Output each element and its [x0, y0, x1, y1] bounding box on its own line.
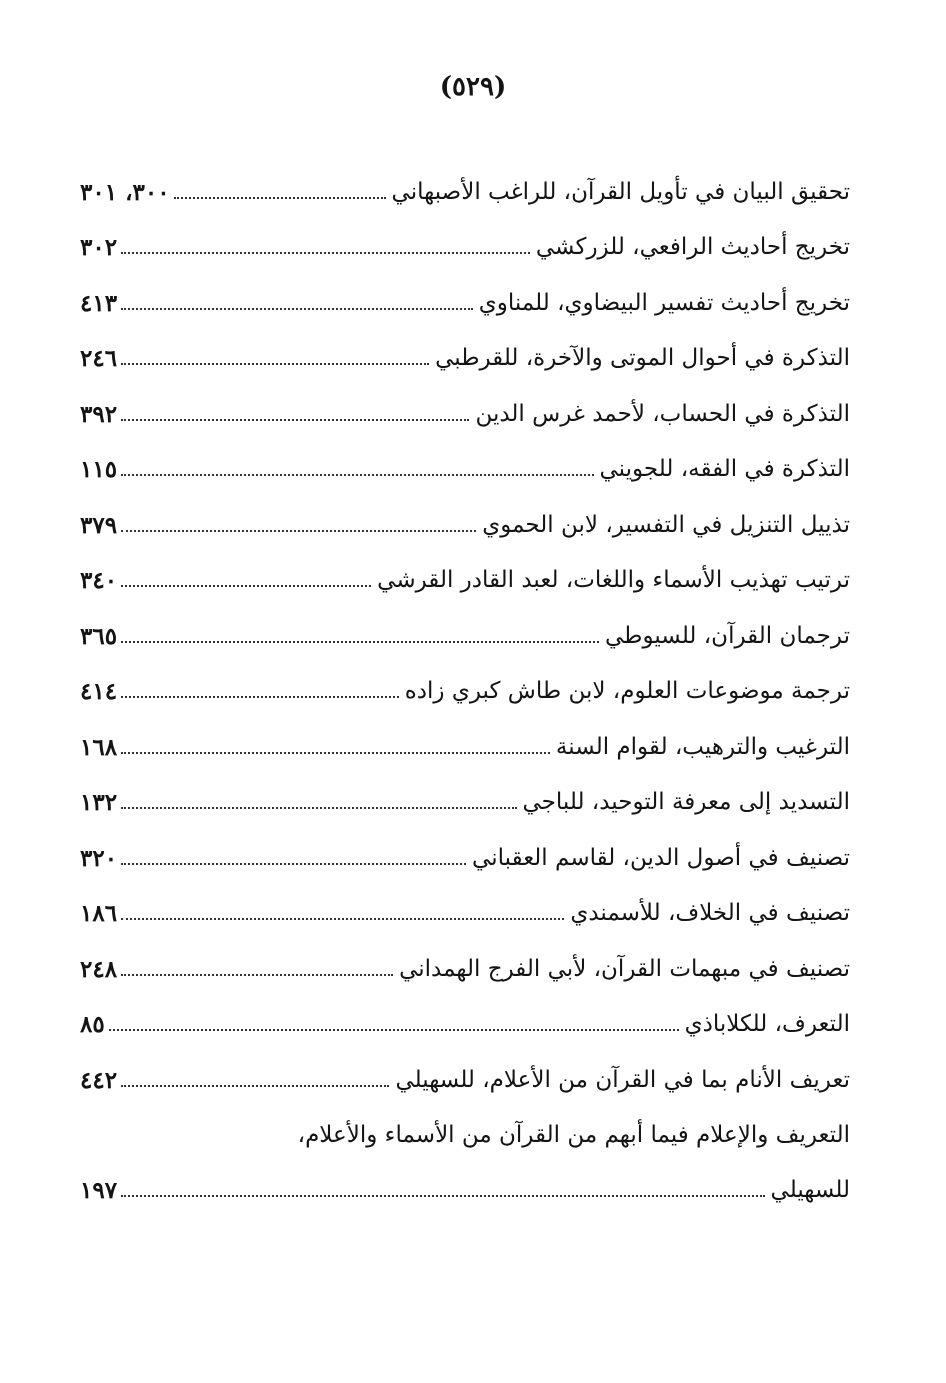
- index-entry: [80, 315, 850, 371]
- entry-pages: ٣٤٠: [80, 567, 118, 594]
- dot-leader: [121, 1085, 389, 1087]
- entry-title: التذكرة في الحساب، لأحمد غرس الدين: [475, 400, 850, 427]
- dot-leader: [121, 363, 429, 365]
- entry-title: التذكرة في أحوال الموتى والآخرة، للقرطبي: [435, 345, 850, 371]
- entry-pages: ٢٤٦: [80, 345, 118, 372]
- entry-title: التعرف، للكلاباذي: [684, 1011, 850, 1037]
- entry-title: التعريف والإعلام فيما أبهم من القرآن من الأسماء والأعلام،: [297, 1121, 850, 1148]
- entry-pages: ٤١٤: [80, 678, 118, 705]
- entry-title: تخريج أحاديث تفسير البيضاوي، للمناوي: [478, 289, 850, 316]
- entry-title: تعريف الأنام بما في القرآن من الأعلام، للسهيلي: [395, 1066, 850, 1093]
- entry-pages: ٤٤٢: [80, 1066, 118, 1094]
- entry-pages: ١٣٢: [80, 789, 118, 816]
- entry-title: تحقيق البيان في تأويل القرآن، للراغب الأصبهاني: [391, 178, 850, 205]
- entry-title: تذييل التنزيل في التفسير، لابن الحموي: [482, 511, 850, 538]
- entry-title: تخريج أحاديث الرافعي، للزركشي: [535, 234, 850, 260]
- index-entry: [80, 925, 850, 981]
- entry-pages: ١٩٧: [80, 1177, 118, 1204]
- entry-pages: ٢٤٨: [80, 955, 118, 983]
- entry-title: ترجمان القرآن، للسيوطي: [605, 622, 850, 649]
- dot-leader: [121, 308, 473, 310]
- dot-leader: [121, 585, 371, 587]
- entry-title: تصنيف في أصول الدين، لقاسم العقباني: [472, 844, 850, 871]
- index-entry: [80, 592, 850, 648]
- dot-leader: [121, 474, 593, 476]
- index-entry: [80, 204, 850, 260]
- entry-pages: ٣٧٩: [80, 511, 118, 539]
- entry-pages: ٣٦٥: [80, 622, 118, 650]
- page-number: (٥٢٩): [439, 72, 507, 102]
- dot-leader: [121, 974, 393, 976]
- index-entry: [80, 426, 850, 482]
- index-entry: [80, 703, 850, 759]
- entry-title: ترتيب تهذيب الأسماء واللغات، لعبد القادر القرشي: [377, 567, 850, 593]
- dot-leader: [121, 530, 476, 532]
- entry-pages: ٣٩٢: [80, 400, 118, 428]
- dot-leader: [121, 863, 466, 865]
- index-entry: [80, 259, 850, 315]
- index-entry: [80, 537, 850, 593]
- entry-title: تصنيف في الخلاف، للأسمندي: [570, 900, 850, 926]
- entry-pages: ١٦٨: [80, 733, 118, 761]
- dot-leader: [121, 807, 516, 809]
- index-entry: [80, 981, 850, 1037]
- entry-title: التسديد إلى معرفة التوحيد، للباجي: [522, 789, 850, 815]
- index-list: [80, 148, 850, 1202]
- index-entry: [80, 870, 850, 926]
- index-entry: [80, 1092, 850, 1147]
- entry-pages: ٨٥: [80, 1011, 105, 1038]
- dot-leader: [121, 752, 550, 754]
- index-entry: [80, 1147, 850, 1203]
- index-entry: [80, 148, 850, 204]
- index-entry: [80, 648, 850, 704]
- entry-title: تصنيف في مبهمات القرآن، لأبي الفرج الهمداني: [399, 955, 850, 982]
- entry-pages: ٤١٣: [80, 289, 118, 317]
- entry-pages: ٣٠٢: [80, 234, 118, 261]
- index-entry: [80, 814, 850, 870]
- entry-pages: ٣٠٠، ٣٠١: [80, 178, 170, 206]
- dot-leader: [109, 1029, 679, 1031]
- index-entry: [80, 759, 850, 815]
- dot-leader: [121, 419, 469, 421]
- dot-leader: [121, 696, 399, 698]
- entry-pages: ١١٥: [80, 456, 118, 483]
- index-entry: [80, 481, 850, 537]
- dot-leader: [121, 252, 530, 254]
- entry-title: ترجمة موضوعات العلوم، لابن طاش كبري زاده: [404, 678, 850, 704]
- entry-title: للسهيلي: [770, 1177, 850, 1203]
- dot-leader: [121, 641, 599, 643]
- entry-title: الترغيب والترهيب، لقوام السنة: [555, 733, 850, 760]
- entry-pages: ٣٢٠: [80, 844, 118, 872]
- index-entry: [80, 370, 850, 426]
- dot-leader: [174, 197, 386, 199]
- dot-leader: [121, 1195, 764, 1197]
- entry-pages: ١٨٦: [80, 900, 118, 927]
- dot-leader: [121, 918, 564, 920]
- index-entry: [80, 1036, 850, 1092]
- entry-title: التذكرة في الفقه، للجويني: [599, 456, 850, 482]
